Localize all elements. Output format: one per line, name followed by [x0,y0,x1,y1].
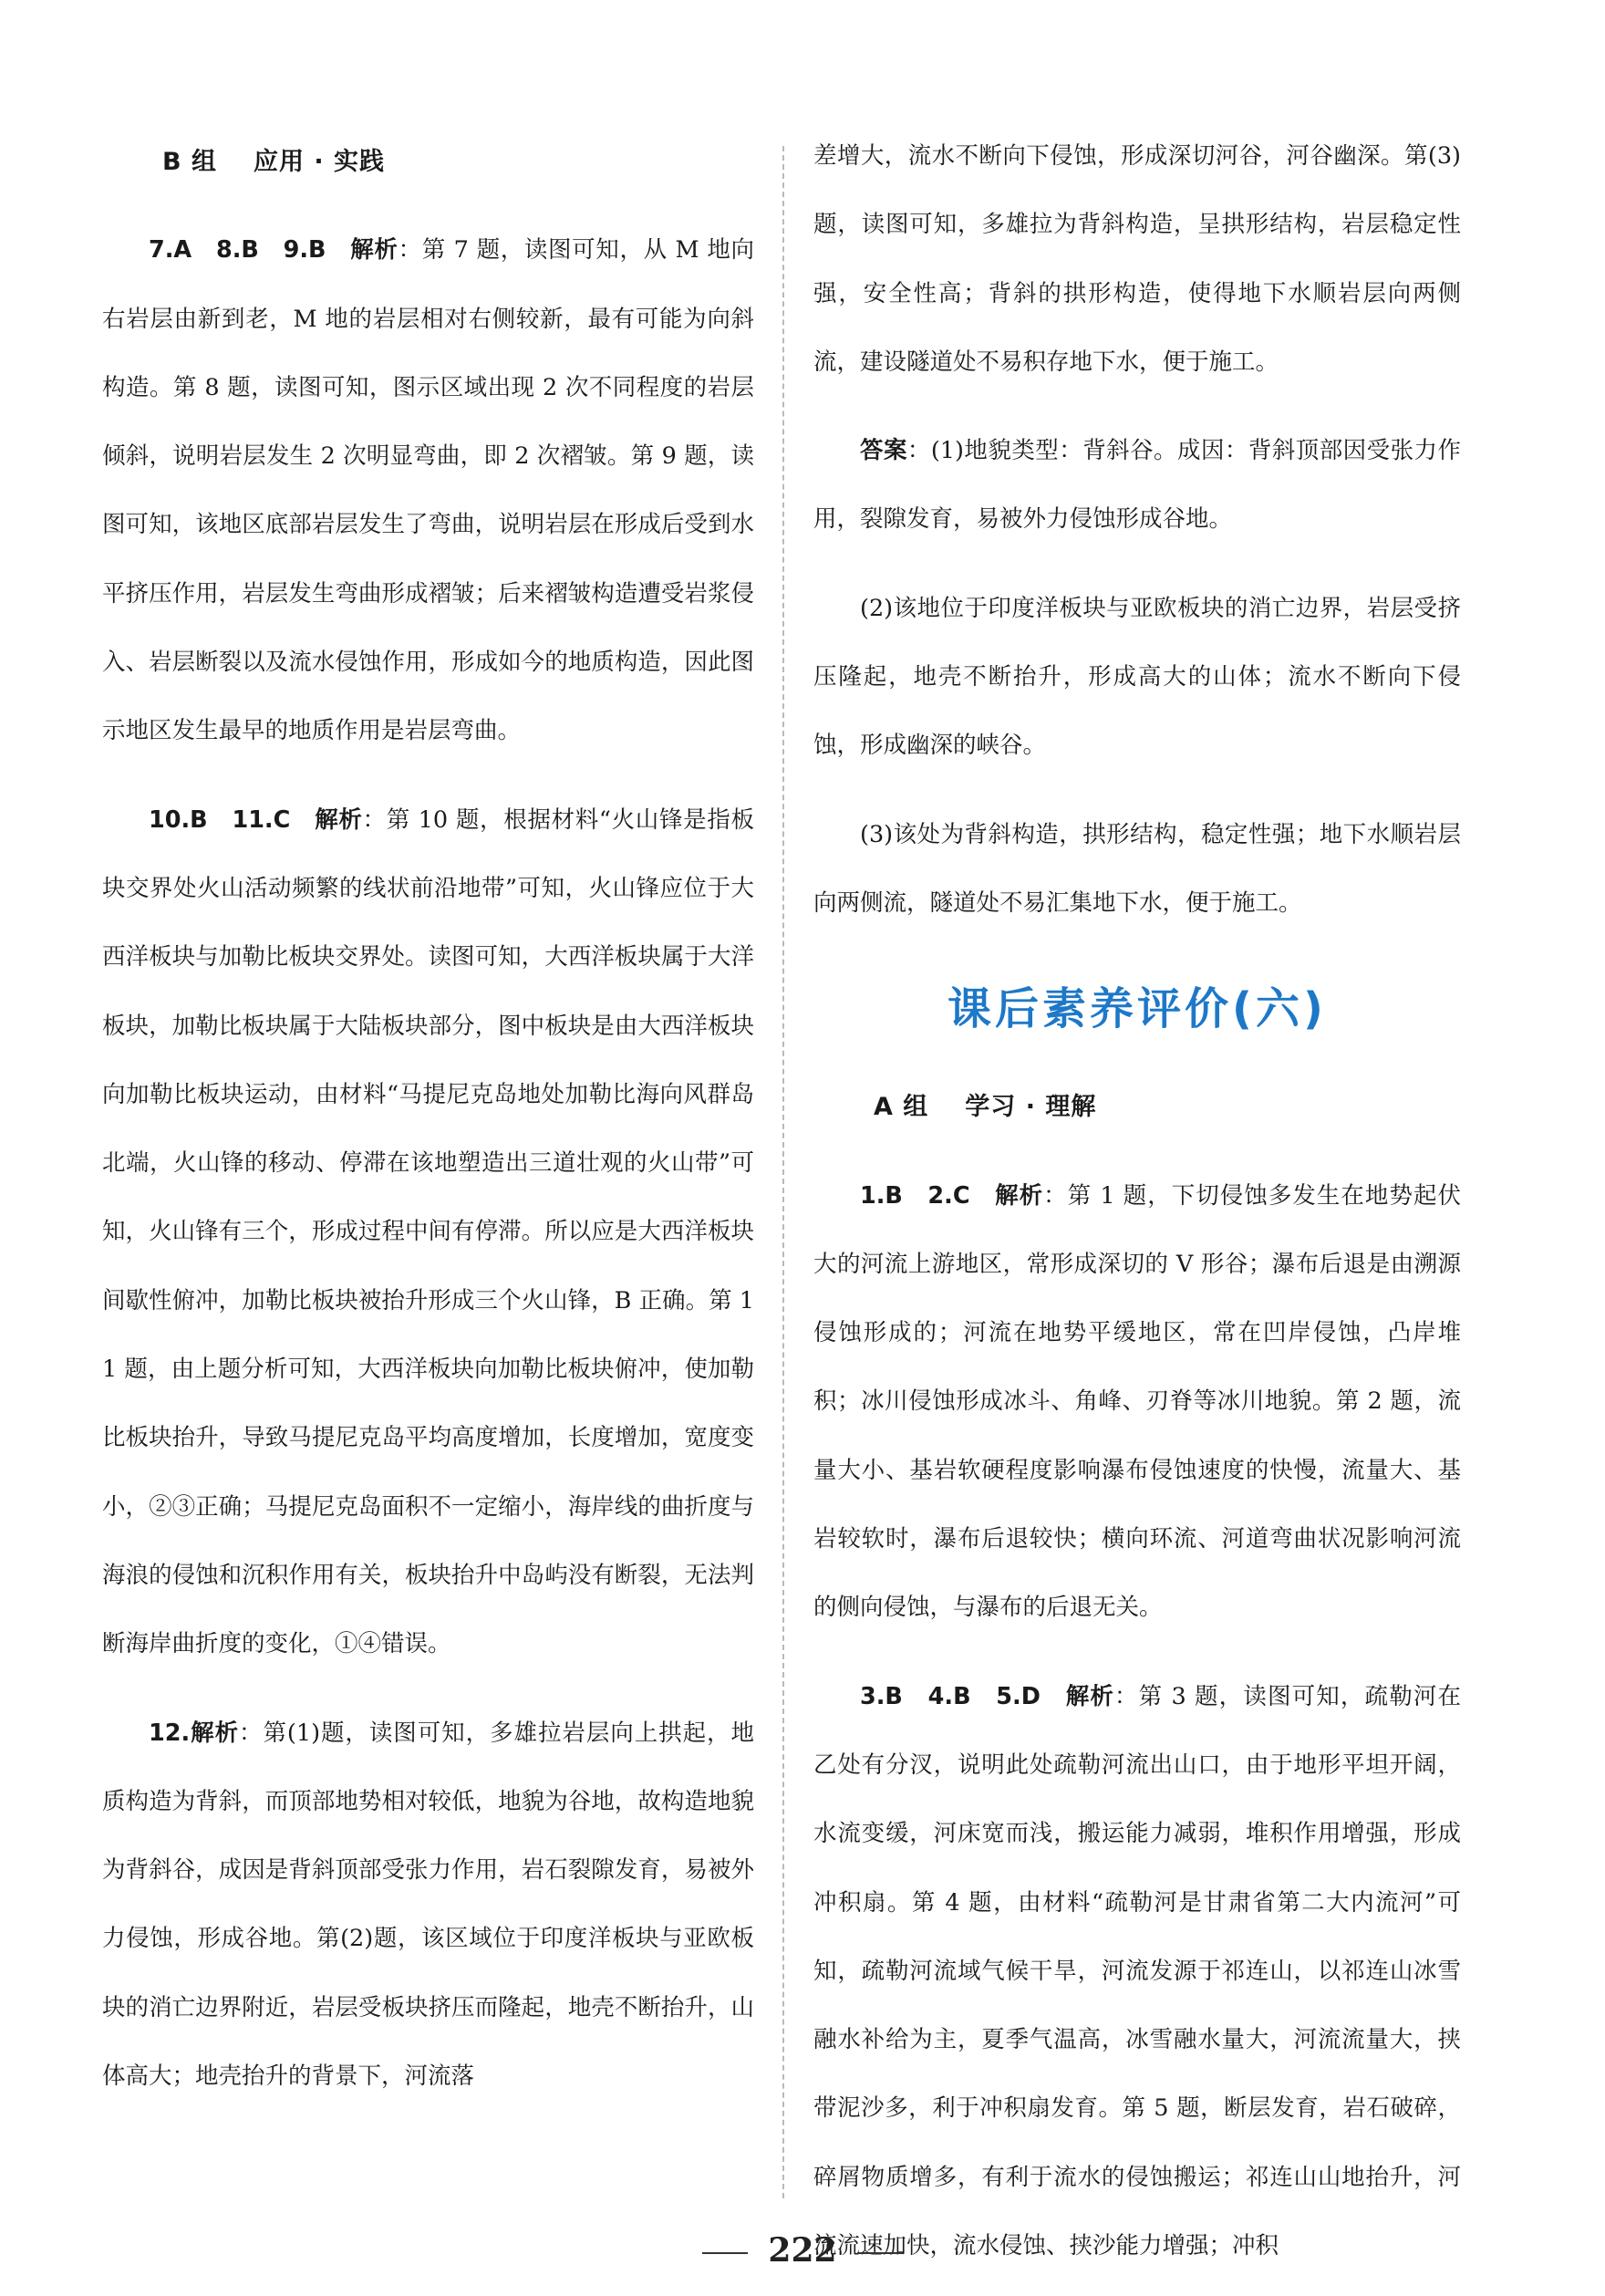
group-a-title: 学习 · 理解 [965,1093,1097,1122]
left-column [102,128,754,2111]
answer-nums: 10.B 11.C [149,805,291,834]
column-divider [782,146,784,2198]
analysis-text: ：第 10 题，根据材料“火山锋是指板块交界处火山活动频繁的线状前沿地带”可知，火山锋应位于大西洋板块与加勒比板块交界处。读图可知，大西洋板块属于大洋板块，加勒比板块属于大陆板块部分，图中板块是由大西洋板块向加勒比板块运动，由材料“马提尼克岛地处加勒比海向风群岛北端，火山锋的移动、停滞在该地塑造出三道壮观的火山带”可知，火山锋有三个，形成过程中间有停滞。所以应是大西洋板块间歇性俯冲，加勒比板块被抬升形成三个火山锋，B 正确。第 11 题，由上题分析可知，大西洋板块向加勒比板块俯冲，使加勒比板块抬升，导致马提尼克岛平均高度增加，长度增加，宽度变小，②③正确；马提尼克岛面积不一定缩小，海岸线的曲折度与海浪的侵蚀和沉积作用有关，板块抬升中岛屿没有断裂，无法判断海岸曲折度的变化，①④错误。 [102,805,754,1658]
answer-12-key-2: (2)该地位于印度洋板块与亚欧板块的消亡边界，岩层受挤压隆起，地壳不断抬升，形成高大的山体；流水不断向下侵蚀，形成幽深的峡谷。 [813,594,1461,760]
answer-nums: 12. [149,1719,191,1747]
analysis-label: 解析 [315,805,363,834]
group-a-label: A 组 [874,1093,929,1122]
analysis-text: ：第 1 题，下切侵蚀多发生在地势起伏大的河流上游地区，常形成深切的 V 形谷；瀑布后退是由溯源侵蚀形成的；河流在地势平缓地区，常在凹岸侵蚀，凸岸堆积；冰川侵蚀形成冰斗、角峰、刃脊等冰川地貌。第 2 题，流量大小、基岩软硬程度影响瀑布侵蚀速度的快慢，流量大、基岩较软时，瀑布后退较快；横向环流、河道弯曲状况影响河流的侧向侵蚀，与瀑布的后退无关。 [813,1181,1461,1622]
answer-nums: 1.B 2.C [860,1181,970,1210]
analysis-label: 解析 [995,1181,1044,1210]
group-b-heading [162,128,754,196]
group-a-heading [874,1073,1461,1141]
answer-12-continued: 差增大，流水不断向下侵蚀，形成深切河谷，河谷幽深。第(3)题，读图可知，多雄拉为背斜构造，呈拱形结构，岩层稳定性强，安全性高；背斜的拱形构造，使得地下水顺岩层向两侧流，建设隧道处不易积存地下水，便于施工。 [813,142,1461,376]
answer-12-key-1 [813,417,1461,555]
page-number [0,2231,1605,2270]
analysis-text: ：第(1)题，读图可知，多雄拉岩层向上拱起，地质构造为背斜，而顶部地势相对较低，地貌为谷地，故构造地貌为背斜谷，成因是背斜顶部受张力作用，岩石裂隙发育，易被外力侵蚀，形成谷地。第(2)题，该区域位于印度洋板块与亚欧板块的消亡边界附近，岩层受板块挤压而隆起，地壳不断抬升，山体高大；地壳抬升的背景下，河流落 [102,1719,754,2091]
analysis-text: ：第 3 题，读图可知，疏勒河在乙处有分汊，说明此处疏勒河流出山口，由于地形平坦开阔，水流变缓，河床宽而浅，搬运能力减弱，堆积作用增强，形成冲积扇。第 4 题，由材料“疏勒河是甘肃省第二大内流河”可知，疏勒河流域气候干旱，河流发源于祁连山，以祁连山冰雪融水补给为主，夏季气温高，冰雪融水量大，河流流量大，挟带泥沙多，利于冲积扇发育。第 5 题，断层发育，岩石破碎，碎屑物质增多，有利于流水的侵蚀搬运；祁连山山地抬升，河流流速加快，流水侵蚀、挟沙能力增强；冲积 [813,1682,1461,2260]
right-column [813,122,1461,2280]
answer-1-2 [813,1162,1461,1643]
group-b-title: 应用 · 实践 [253,148,386,176]
page-number-value: 222 [768,2231,837,2270]
answer-nums: 3.B 4.B 5.D [860,1682,1041,1710]
answer-nums: 7.A 8.B 9.B [149,236,326,265]
answer-3-5 [813,1663,1461,2281]
analysis-label: 解析 [350,236,399,265]
analysis-label: 解析 [190,1719,240,1747]
analysis-label: 解析 [1065,1682,1115,1710]
section-title: 课后素养评价(六) [947,983,1327,1035]
answer-7-9 [102,216,754,765]
group-b-label: B 组 [162,148,217,176]
answer-12-key-3: (3)该处为背斜构造，拱形结构，稳定性强；地下水顺岩层向两侧流，隧道处不易汇集地下水，便于施工。 [813,820,1461,917]
analysis-text: ：第 7 题，读图可知，从 M 地向右岩层由新到老，M 地的岩层相对右侧较新，最有可能为向斜构造。第 8 题，读图可知，图示区域出现 2 次不同程度的岩层倾斜，说明岩层发生 2 次明显弯曲，即 2 次褶皱。第 9 题，读图可知，该地区底部岩层发生了弯曲，说明岩层在形成后受到水平挤压作用，岩层发生弯曲形成褶皱；后来褶皱构造遭受岩浆侵入、岩层断裂以及流水侵蚀作用，形成如今的地质构造，因此图示地区发生最早的地质作用是岩层弯曲。 [102,236,754,745]
answer-12 [102,1699,754,2112]
answer-label: 答案 [860,437,907,465]
answer-10-11 [102,786,754,1679]
answer-text: ：(1)地貌类型：背斜谷。成因：背斜顶部因受张力作用，裂隙发育，易被外力侵蚀形成谷地。 [813,437,1461,534]
